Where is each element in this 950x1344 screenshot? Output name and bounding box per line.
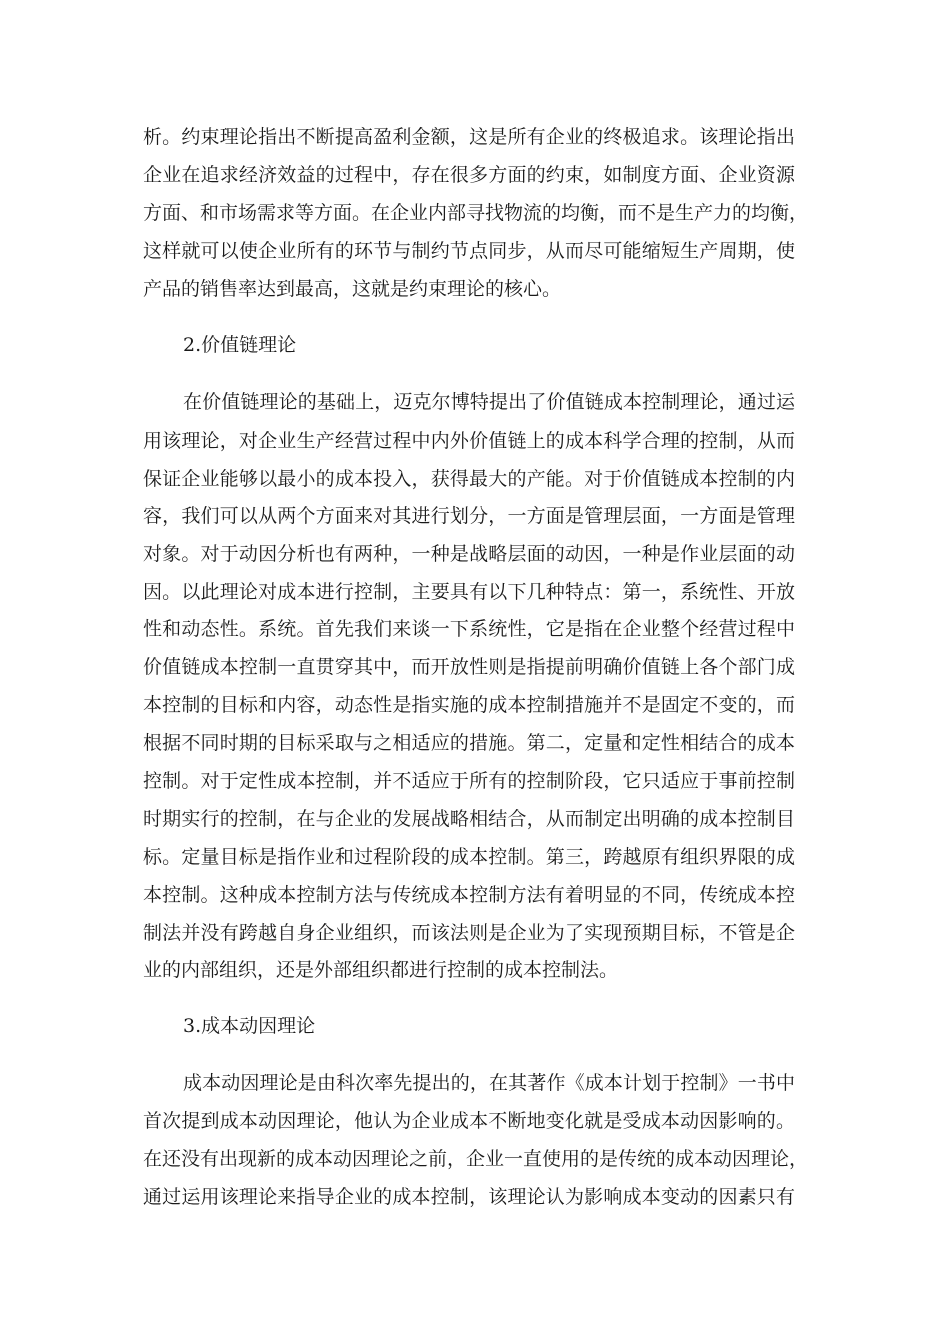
paragraph-line: 这样就可以使企业所有的环节与制约节点同步，从而尽可能缩短生产周期，使 xyxy=(143,240,795,262)
paragraph-line: 本控制的目标和内容，动态性是指实施的成本控制措施并不是固定不变的，而 xyxy=(143,694,795,716)
paragraph-line: 通过运用该理论来指导企业的成本控制，该理论认为影响成本变动的因素只有 xyxy=(143,1186,795,1208)
paragraph-line: 容，我们可以从两个方面来对其进行划分，一方面是管理层面，一方面是管理 xyxy=(143,505,795,527)
section-heading: 2.价值链理论 xyxy=(183,334,297,356)
paragraph-line: 对象。对于动因分析也有两种，一种是战略层面的动因，一种是作业层面的动 xyxy=(143,543,795,565)
paragraph-line: 价值链成本控制一直贯穿其中，而开放性则是指提前明确价值链上各个部门成 xyxy=(143,656,795,678)
paragraph-line: 性和动态性。系统。首先我们来谈一下系统性，它是指在企业整个经营过程中 xyxy=(143,618,795,640)
paragraph-line: 析。约束理论指出不断提高盈利金额，这是所有企业的终极追求。该理论指出 xyxy=(143,126,795,148)
paragraph-line: 时期实行的控制，在与企业的发展战略相结合，从而制定出明确的成本控制目 xyxy=(143,808,795,830)
paragraph-line: 保证企业能够以最小的成本投入，获得最大的产能。对于价值链成本控制的内 xyxy=(143,468,795,490)
paragraph-line: 因。以此理论对成本进行控制，主要具有以下几种特点：第一，系统性、开放 xyxy=(143,581,795,603)
paragraph-line: 产品的销售率达到最高，这就是约束理论的核心。 xyxy=(143,278,562,300)
paragraph-line: 控制。对于定性成本控制，并不适应于所有的控制阶段，它只适应于事前控制 xyxy=(143,770,795,792)
paragraph-line: 用该理论，对企业生产经营过程中内外价值链上的成本科学合理的控制，从而 xyxy=(143,430,795,452)
paragraph-line: 根据不同时期的目标采取与之相适应的措施。第二，定量和定性相结合的成本 xyxy=(143,732,795,754)
paragraph-line: 本控制。这种成本控制方法与传统成本控制方法有着明显的不同，传统成本控 xyxy=(143,884,795,906)
paragraph-line: 标。定量目标是指作业和过程阶段的成本控制。第三，跨越原有组织界限的成 xyxy=(143,846,795,868)
paragraph-line: 制法并没有跨越自身企业组织，而该法则是企业为了实现预期目标，不管是企 xyxy=(143,922,795,944)
paragraph-line: 首次提到成本动因理论，他认为企业成本不断地变化就是受成本动因影响的。 xyxy=(143,1110,795,1132)
paragraph-line: 成本动因理论是由科次率先提出的，在其著作《成本计划于控制》一书中 xyxy=(183,1072,795,1094)
paragraph-line: 业的内部组织，还是外部组织都进行控制的成本控制法。 xyxy=(143,959,619,981)
paragraph-line: 企业在追求经济效益的过程中，存在很多方面的约束，如制度方面、企业资源 xyxy=(143,164,795,186)
paragraph-line: 方面、和市场需求等方面。在企业内部寻找物流的均衡，而不是生产力的均衡， xyxy=(143,202,809,224)
paragraph-line: 在价值链理论的基础上，迈克尔博特提出了价值链成本控制理论，通过运 xyxy=(183,391,795,413)
section-heading: 3.成本动因理论 xyxy=(183,1015,316,1037)
paragraph-line: 在还没有出现新的成本动因理论之前，企业一直使用的是传统的成本动因理论， xyxy=(143,1148,809,1170)
